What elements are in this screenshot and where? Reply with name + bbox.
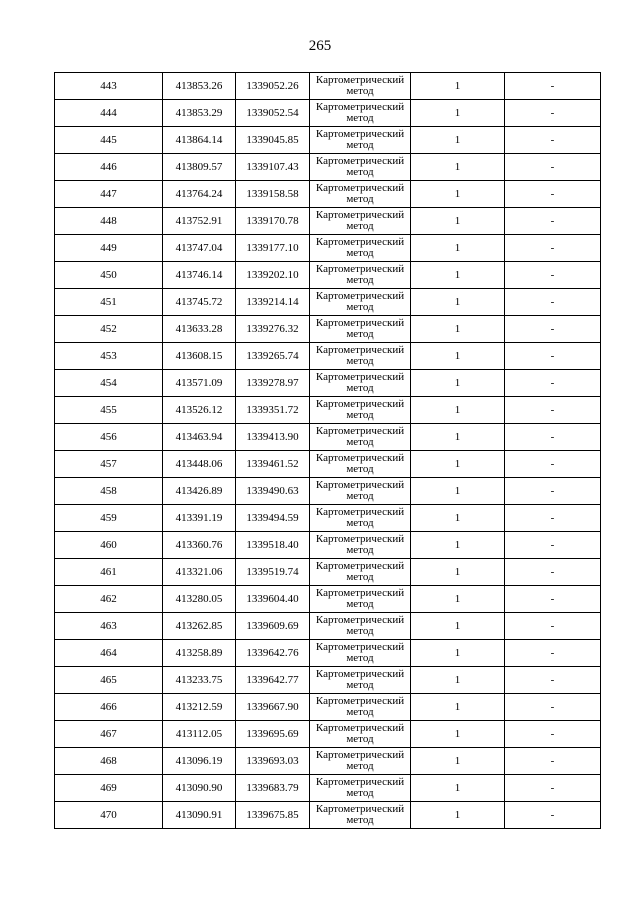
method-cell bbox=[310, 559, 411, 586]
page-number: 265 bbox=[308, 38, 332, 54]
description-cell: - bbox=[505, 424, 601, 451]
method-line-2: метод bbox=[346, 139, 374, 151]
description-cell: - bbox=[505, 181, 601, 208]
point-number-cell: 453 bbox=[55, 343, 163, 370]
table-row bbox=[55, 694, 601, 721]
y-coordinate-cell: 1339675.85 bbox=[236, 802, 310, 829]
method-line-1: Картометрический bbox=[315, 182, 405, 194]
method-line-1: Картометрический bbox=[315, 533, 405, 545]
y-coordinate-cell: 1339519.74 bbox=[236, 559, 310, 586]
method-cell bbox=[310, 424, 411, 451]
description-cell: - bbox=[505, 478, 601, 505]
x-coordinate-cell: 413747.04 bbox=[163, 235, 236, 262]
accuracy-cell: 1 bbox=[411, 775, 505, 802]
method-cell bbox=[310, 478, 411, 505]
x-coordinate-cell: 413321.06 bbox=[163, 559, 236, 586]
method-line-1: Картометрический bbox=[315, 74, 405, 86]
method-cell bbox=[310, 235, 411, 262]
y-coordinate-cell: 1339667.90 bbox=[236, 694, 310, 721]
table-row bbox=[55, 343, 601, 370]
x-coordinate-cell: 413090.90 bbox=[163, 775, 236, 802]
y-coordinate-cell: 1339490.63 bbox=[236, 478, 310, 505]
x-coordinate-cell: 413262.85 bbox=[163, 613, 236, 640]
method-line-2: метод bbox=[346, 571, 374, 583]
method-cell bbox=[310, 316, 411, 343]
method-line-1: Картометрический bbox=[315, 128, 405, 140]
method-line-1: Картометрический bbox=[315, 803, 405, 815]
point-number-cell: 466 bbox=[55, 694, 163, 721]
y-coordinate-cell: 1339158.58 bbox=[236, 181, 310, 208]
table-row bbox=[55, 478, 601, 505]
table-row bbox=[55, 181, 601, 208]
table-row bbox=[55, 451, 601, 478]
point-number-cell: 458 bbox=[55, 478, 163, 505]
method-cell bbox=[310, 154, 411, 181]
table-row bbox=[55, 289, 601, 316]
method-line-2: метод bbox=[346, 274, 374, 286]
coordinates-table-body bbox=[55, 73, 601, 829]
method-cell bbox=[310, 73, 411, 100]
accuracy-cell: 1 bbox=[411, 532, 505, 559]
table-row bbox=[55, 775, 601, 802]
y-coordinate-cell: 1339278.97 bbox=[236, 370, 310, 397]
method-line-2: метод bbox=[346, 760, 374, 772]
accuracy-cell: 1 bbox=[411, 748, 505, 775]
method-cell bbox=[310, 262, 411, 289]
method-cell bbox=[310, 127, 411, 154]
accuracy-cell: 1 bbox=[411, 289, 505, 316]
method-line-1: Картометрический bbox=[315, 398, 405, 410]
accuracy-cell: 1 bbox=[411, 154, 505, 181]
y-coordinate-cell: 1339107.43 bbox=[236, 154, 310, 181]
method-line-2: метод bbox=[346, 247, 374, 259]
accuracy-cell: 1 bbox=[411, 451, 505, 478]
description-cell: - bbox=[505, 73, 601, 100]
y-coordinate-cell: 1339604.40 bbox=[236, 586, 310, 613]
method-line-1: Картометрический bbox=[315, 344, 405, 356]
description-cell: - bbox=[505, 613, 601, 640]
x-coordinate-cell: 413809.57 bbox=[163, 154, 236, 181]
y-coordinate-cell: 1339683.79 bbox=[236, 775, 310, 802]
method-cell bbox=[310, 100, 411, 127]
method-line-2: метод bbox=[346, 220, 374, 232]
x-coordinate-cell: 413280.05 bbox=[163, 586, 236, 613]
table-row bbox=[55, 235, 601, 262]
method-line-1: Картометрический bbox=[315, 209, 405, 221]
table-row bbox=[55, 154, 601, 181]
point-number-cell: 455 bbox=[55, 397, 163, 424]
y-coordinate-cell: 1339642.77 bbox=[236, 667, 310, 694]
table-row bbox=[55, 802, 601, 829]
method-line-1: Картометрический bbox=[315, 749, 405, 761]
method-line-2: метод bbox=[346, 463, 374, 475]
method-cell bbox=[310, 343, 411, 370]
x-coordinate-cell: 413233.75 bbox=[163, 667, 236, 694]
point-number-cell: 456 bbox=[55, 424, 163, 451]
method-line-2: метод bbox=[346, 598, 374, 610]
point-number-cell: 468 bbox=[55, 748, 163, 775]
y-coordinate-cell: 1339052.26 bbox=[236, 73, 310, 100]
table-row bbox=[55, 532, 601, 559]
accuracy-cell: 1 bbox=[411, 100, 505, 127]
description-cell: - bbox=[505, 559, 601, 586]
y-coordinate-cell: 1339693.03 bbox=[236, 748, 310, 775]
point-number-cell: 448 bbox=[55, 208, 163, 235]
method-cell bbox=[310, 694, 411, 721]
description-cell: - bbox=[505, 640, 601, 667]
x-coordinate-cell: 413448.06 bbox=[163, 451, 236, 478]
y-coordinate-cell: 1339202.10 bbox=[236, 262, 310, 289]
accuracy-cell: 1 bbox=[411, 505, 505, 532]
point-number-cell: 463 bbox=[55, 613, 163, 640]
description-cell: - bbox=[505, 586, 601, 613]
description-cell: - bbox=[505, 370, 601, 397]
method-cell bbox=[310, 370, 411, 397]
table-row bbox=[55, 208, 601, 235]
method-cell bbox=[310, 289, 411, 316]
method-cell bbox=[310, 181, 411, 208]
method-line-1: Картометрический bbox=[315, 236, 405, 248]
method-line-1: Картометрический bbox=[315, 290, 405, 302]
method-line-2: метод bbox=[346, 490, 374, 502]
method-cell bbox=[310, 532, 411, 559]
table-row bbox=[55, 505, 601, 532]
description-cell: - bbox=[505, 127, 601, 154]
y-coordinate-cell: 1339351.72 bbox=[236, 397, 310, 424]
y-coordinate-cell: 1339045.85 bbox=[236, 127, 310, 154]
method-cell bbox=[310, 451, 411, 478]
description-cell: - bbox=[505, 316, 601, 343]
description-cell: - bbox=[505, 289, 601, 316]
method-line-1: Картометрический bbox=[315, 722, 405, 734]
x-coordinate-cell: 413360.76 bbox=[163, 532, 236, 559]
accuracy-cell: 1 bbox=[411, 73, 505, 100]
method-line-1: Картометрический bbox=[315, 560, 405, 572]
x-coordinate-cell: 413746.14 bbox=[163, 262, 236, 289]
method-line-1: Картометрический bbox=[315, 776, 405, 788]
method-line-2: метод bbox=[346, 544, 374, 556]
accuracy-cell: 1 bbox=[411, 262, 505, 289]
method-line-1: Картометрический bbox=[315, 506, 405, 518]
y-coordinate-cell: 1339609.69 bbox=[236, 613, 310, 640]
description-cell: - bbox=[505, 451, 601, 478]
accuracy-cell: 1 bbox=[411, 559, 505, 586]
x-coordinate-cell: 413864.14 bbox=[163, 127, 236, 154]
method-cell bbox=[310, 613, 411, 640]
table-row bbox=[55, 613, 601, 640]
method-line-2: метод bbox=[346, 706, 374, 718]
table-row bbox=[55, 316, 601, 343]
method-line-1: Картометрический bbox=[315, 155, 405, 167]
description-cell: - bbox=[505, 235, 601, 262]
point-number-cell: 451 bbox=[55, 289, 163, 316]
table-row bbox=[55, 748, 601, 775]
method-line-2: метод bbox=[346, 652, 374, 664]
method-cell bbox=[310, 586, 411, 613]
accuracy-cell: 1 bbox=[411, 397, 505, 424]
table-row bbox=[55, 73, 601, 100]
y-coordinate-cell: 1339170.78 bbox=[236, 208, 310, 235]
y-coordinate-cell: 1339642.76 bbox=[236, 640, 310, 667]
x-coordinate-cell: 413853.29 bbox=[163, 100, 236, 127]
point-number-cell: 469 bbox=[55, 775, 163, 802]
point-number-cell: 444 bbox=[55, 100, 163, 127]
x-coordinate-cell: 413090.91 bbox=[163, 802, 236, 829]
accuracy-cell: 1 bbox=[411, 613, 505, 640]
y-coordinate-cell: 1339276.32 bbox=[236, 316, 310, 343]
method-line-1: Картометрический bbox=[315, 479, 405, 491]
accuracy-cell: 1 bbox=[411, 478, 505, 505]
x-coordinate-cell: 413463.94 bbox=[163, 424, 236, 451]
x-coordinate-cell: 413633.28 bbox=[163, 316, 236, 343]
method-line-1: Картометрический bbox=[315, 695, 405, 707]
description-cell: - bbox=[505, 343, 601, 370]
x-coordinate-cell: 413258.89 bbox=[163, 640, 236, 667]
y-coordinate-cell: 1339052.54 bbox=[236, 100, 310, 127]
point-number-cell: 449 bbox=[55, 235, 163, 262]
accuracy-cell: 1 bbox=[411, 667, 505, 694]
x-coordinate-cell: 413112.05 bbox=[163, 721, 236, 748]
table-row bbox=[55, 424, 601, 451]
accuracy-cell: 1 bbox=[411, 235, 505, 262]
method-line-2: метод bbox=[346, 166, 374, 178]
y-coordinate-cell: 1339265.74 bbox=[236, 343, 310, 370]
point-number-cell: 464 bbox=[55, 640, 163, 667]
method-line-2: метод bbox=[346, 112, 374, 124]
point-number-cell: 461 bbox=[55, 559, 163, 586]
description-cell: - bbox=[505, 721, 601, 748]
table-row bbox=[55, 262, 601, 289]
point-number-cell: 447 bbox=[55, 181, 163, 208]
method-cell bbox=[310, 721, 411, 748]
method-line-2: метод bbox=[346, 328, 374, 340]
description-cell: - bbox=[505, 667, 601, 694]
description-cell: - bbox=[505, 505, 601, 532]
description-cell: - bbox=[505, 154, 601, 181]
method-line-1: Картометрический bbox=[315, 587, 405, 599]
accuracy-cell: 1 bbox=[411, 316, 505, 343]
description-cell: - bbox=[505, 748, 601, 775]
method-line-2: метод bbox=[346, 814, 374, 826]
method-line-2: метод bbox=[346, 355, 374, 367]
method-line-2: метод bbox=[346, 679, 374, 691]
method-cell bbox=[310, 748, 411, 775]
table-row bbox=[55, 370, 601, 397]
accuracy-cell: 1 bbox=[411, 208, 505, 235]
y-coordinate-cell: 1339413.90 bbox=[236, 424, 310, 451]
table-row bbox=[55, 397, 601, 424]
accuracy-cell: 1 bbox=[411, 802, 505, 829]
description-cell: - bbox=[505, 208, 601, 235]
table-row bbox=[55, 721, 601, 748]
point-number-cell: 450 bbox=[55, 262, 163, 289]
point-number-cell: 460 bbox=[55, 532, 163, 559]
method-line-2: метод bbox=[346, 382, 374, 394]
point-number-cell: 467 bbox=[55, 721, 163, 748]
y-coordinate-cell: 1339695.69 bbox=[236, 721, 310, 748]
table-row bbox=[55, 100, 601, 127]
y-coordinate-cell: 1339494.59 bbox=[236, 505, 310, 532]
x-coordinate-cell: 413853.26 bbox=[163, 73, 236, 100]
x-coordinate-cell: 413212.59 bbox=[163, 694, 236, 721]
description-cell: - bbox=[505, 100, 601, 127]
method-line-2: метод bbox=[346, 625, 374, 637]
description-cell: - bbox=[505, 694, 601, 721]
method-line-1: Картометрический bbox=[315, 263, 405, 275]
table-row bbox=[55, 559, 601, 586]
x-coordinate-cell: 413608.15 bbox=[163, 343, 236, 370]
method-line-1: Картометрический bbox=[315, 614, 405, 626]
x-coordinate-cell: 413764.24 bbox=[163, 181, 236, 208]
point-number-cell: 462 bbox=[55, 586, 163, 613]
description-cell: - bbox=[505, 397, 601, 424]
method-line-1: Картометрический bbox=[315, 641, 405, 653]
method-line-2: метод bbox=[346, 409, 374, 421]
method-line-2: метод bbox=[346, 193, 374, 205]
method-line-2: метод bbox=[346, 85, 374, 97]
point-number-cell: 457 bbox=[55, 451, 163, 478]
point-number-cell: 452 bbox=[55, 316, 163, 343]
method-cell bbox=[310, 802, 411, 829]
table-row bbox=[55, 127, 601, 154]
x-coordinate-cell: 413426.89 bbox=[163, 478, 236, 505]
point-number-cell: 465 bbox=[55, 667, 163, 694]
method-cell bbox=[310, 667, 411, 694]
y-coordinate-cell: 1339518.40 bbox=[236, 532, 310, 559]
point-number-cell: 445 bbox=[55, 127, 163, 154]
method-line-1: Картометрический bbox=[315, 371, 405, 383]
accuracy-cell: 1 bbox=[411, 181, 505, 208]
method-cell bbox=[310, 208, 411, 235]
x-coordinate-cell: 413096.19 bbox=[163, 748, 236, 775]
x-coordinate-cell: 413745.72 bbox=[163, 289, 236, 316]
y-coordinate-cell: 1339461.52 bbox=[236, 451, 310, 478]
point-number-cell: 459 bbox=[55, 505, 163, 532]
point-number-cell: 470 bbox=[55, 802, 163, 829]
accuracy-cell: 1 bbox=[411, 424, 505, 451]
table-row bbox=[55, 667, 601, 694]
x-coordinate-cell: 413752.91 bbox=[163, 208, 236, 235]
point-number-cell: 443 bbox=[55, 73, 163, 100]
accuracy-cell: 1 bbox=[411, 640, 505, 667]
method-line-1: Картометрический bbox=[315, 317, 405, 329]
method-line-2: метод bbox=[346, 787, 374, 799]
description-cell: - bbox=[505, 802, 601, 829]
method-line-1: Картометрический bbox=[315, 668, 405, 680]
x-coordinate-cell: 413391.19 bbox=[163, 505, 236, 532]
method-line-2: метод bbox=[346, 733, 374, 745]
description-cell: - bbox=[505, 775, 601, 802]
point-number-cell: 446 bbox=[55, 154, 163, 181]
accuracy-cell: 1 bbox=[411, 694, 505, 721]
accuracy-cell: 1 bbox=[411, 127, 505, 154]
method-cell bbox=[310, 775, 411, 802]
accuracy-cell: 1 bbox=[411, 721, 505, 748]
coordinates-table bbox=[54, 72, 601, 829]
method-line-1: Картометрический bbox=[315, 101, 405, 113]
method-line-2: метод bbox=[346, 436, 374, 448]
y-coordinate-cell: 1339214.14 bbox=[236, 289, 310, 316]
description-cell: - bbox=[505, 532, 601, 559]
accuracy-cell: 1 bbox=[411, 586, 505, 613]
accuracy-cell: 1 bbox=[411, 370, 505, 397]
method-line-2: метод bbox=[346, 301, 374, 313]
method-cell bbox=[310, 505, 411, 532]
x-coordinate-cell: 413526.12 bbox=[163, 397, 236, 424]
description-cell: - bbox=[505, 262, 601, 289]
method-line-1: Картометрический bbox=[315, 425, 405, 437]
y-coordinate-cell: 1339177.10 bbox=[236, 235, 310, 262]
method-cell bbox=[310, 397, 411, 424]
method-line-1: Картометрический bbox=[315, 452, 405, 464]
table-row bbox=[55, 586, 601, 613]
x-coordinate-cell: 413571.09 bbox=[163, 370, 236, 397]
accuracy-cell: 1 bbox=[411, 343, 505, 370]
table-row bbox=[55, 640, 601, 667]
method-line-2: метод bbox=[346, 517, 374, 529]
method-cell bbox=[310, 640, 411, 667]
point-number-cell: 454 bbox=[55, 370, 163, 397]
